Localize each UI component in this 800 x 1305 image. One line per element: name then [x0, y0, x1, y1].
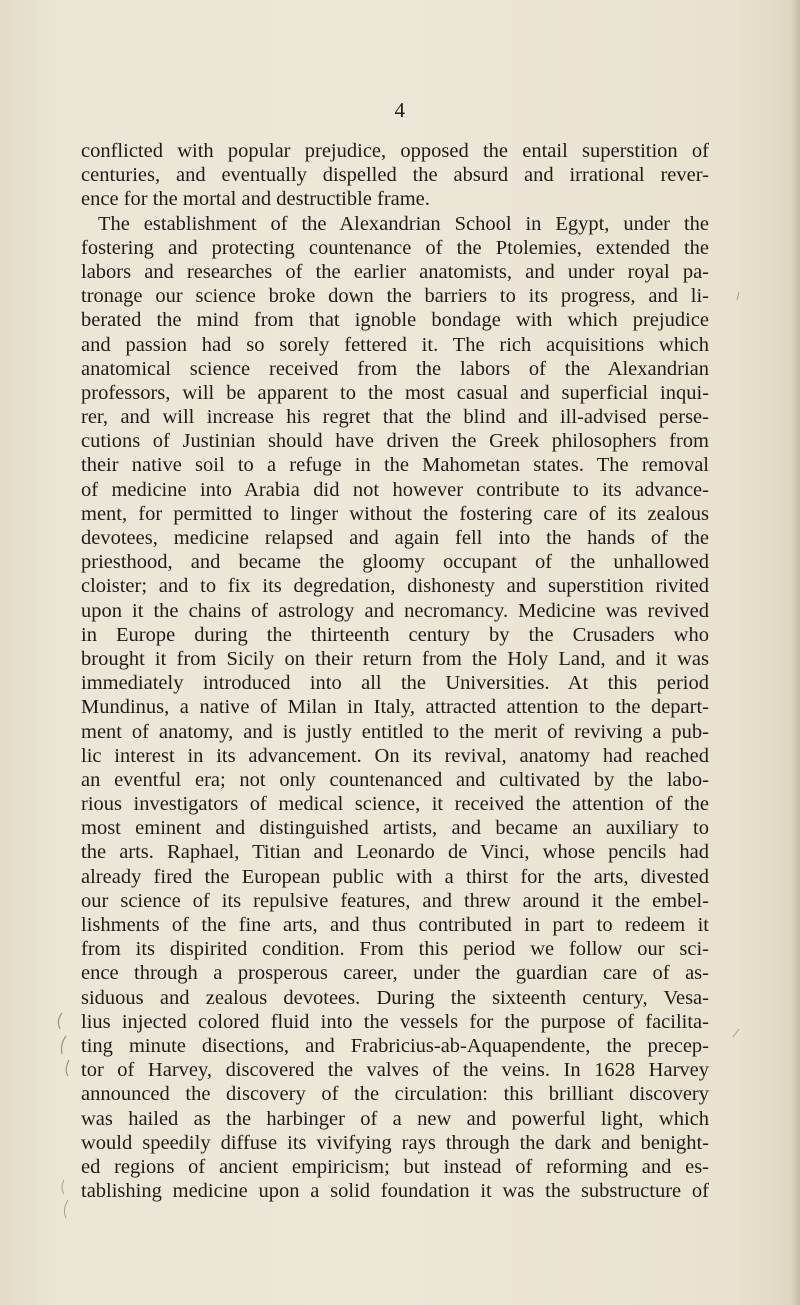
text-line: most eminent and distinguished artists, and became an auxiliary to [81, 817, 709, 840]
text-line: lic interest in its advancement. On its revival, anatomy had reached [81, 744, 709, 767]
pencil-mark [62, 1180, 64, 1194]
text-line: cutions of Justinian should have driven the Greek philosophers from [81, 430, 709, 453]
text-line: siduous and zealous devotees. During the sixteenth century, Vesa- [81, 986, 709, 1009]
text-line: Mundinus, a native of Milan in Italy, attracted attention to the depart- [81, 696, 709, 719]
text-line: lishments of the fine arts, and thus contributed in part to redeem it [81, 914, 709, 936]
text-line: priesthood, and became the gloomy occupant of the unhallowed [81, 551, 709, 574]
text-line: rious investigators of medical science, it received the attention of the [81, 793, 709, 816]
pencil-mark [58, 1013, 62, 1029]
text-line: and passion had so sorely fettered it. The rich acquisitions which [81, 333, 709, 356]
text-line: ment of anatomy, and is justly entitled to the merit of reviving a pub- [81, 720, 709, 743]
text-line: lius injected colored fluid into the vessels for the purpose of facilita- [81, 1010, 709, 1033]
text-line: upon it the chains of astrology and necromancy. Medicine was revived [81, 599, 709, 622]
text-line: from its dispirited condition. From this period we follow our sci- [81, 938, 709, 961]
text-line: conflicted with popular prejudice, opposed the entail superstition of [81, 140, 709, 162]
text-line: our science of its repulsive features, and threw around it the embel- [81, 889, 709, 912]
page-number: 4 [394, 98, 406, 122]
text-line: an eventful era; not only countenanced and cultivated by the labo- [81, 768, 709, 791]
text-line: ence through a prosperous career, under the guardian care of as- [81, 962, 709, 985]
text-line: devotees, medicine relapsed and again fell into the hands of the [81, 527, 709, 549]
text-line: ment, for permitted to linger without the fostering care of its zealous [81, 502, 709, 525]
text-line: of medicine into Arabia did not however contribute to its advance- [81, 478, 709, 501]
text-line: labors and researches of the earlier anatomists, and under royal pa- [81, 260, 709, 283]
pencil-mark [66, 1060, 69, 1076]
text-line: the arts. Raphael, Titian and Leonardo de Vinci, whose pencils had [81, 841, 709, 864]
text-line: tor of Harvey, discovered the valves of the veins. In 1628 Harvey [81, 1059, 709, 1082]
text-line: announced the discovery of the circulation: this brilliant discovery [81, 1083, 709, 1106]
pencil-mark [62, 1036, 67, 1054]
text-line: berated the mind from that ignoble bondage with which prejudice [81, 309, 709, 332]
page-edge-shadow [790, 0, 800, 1305]
text-line: fostering and protecting countenance of the Ptolemies, extended the [81, 236, 709, 259]
text-line: ting minute disections, and Frabricius-ab-Aquapendente, the precep- [81, 1034, 709, 1057]
text-line: was hailed as the harbinger of a new and powerful light, which [81, 1107, 709, 1130]
body-text [81, 139, 709, 1203]
text-line: would speedily diffuse its vivifying rays through the dark and benight- [81, 1131, 709, 1154]
text-line: ence for the mortal and destructible frame. [81, 188, 430, 211]
pencil-mark [733, 1029, 739, 1037]
pencil-mark [64, 1200, 68, 1218]
text-line: their native soil to a refuge in the Mahometan states. The removal [81, 454, 709, 477]
text-line: anatomical science received from the labors of the Alexandrian [81, 357, 709, 380]
text-line: professors, will be apparent to the most casual and superficial inqui- [81, 381, 709, 404]
text-line: cloister; and to fix its degredation, dishonesty and superstition rivited [81, 575, 709, 598]
text-line: immediately introduced into all the Universities. At this period [81, 672, 709, 695]
text-line: already fired the European public with a thirst for the arts, divested [81, 865, 709, 888]
text-line: brought it from Sicily on their return from the Holy Land, and it was [81, 647, 709, 670]
text-line: The establishment of the Alexandrian School in Egypt, under the [98, 212, 709, 235]
text-line: centuries, and eventually dispelled the absurd and irrational rever- [81, 164, 709, 187]
text-line: ed regions of ancient empiricism; but instead of reforming and es- [81, 1155, 709, 1178]
text-line: in Europe during the thirteenth century by the Crusaders who [81, 623, 709, 646]
text-line: tablishing medicine upon a solid foundation it was the substructure of [81, 1180, 709, 1203]
text-line: tronage our science broke down the barriers to its progress, and li- [81, 285, 709, 308]
pencil-mark [737, 292, 739, 300]
text-line: rer, and will increase his regret that the blind and ill-advised perse- [81, 406, 709, 429]
